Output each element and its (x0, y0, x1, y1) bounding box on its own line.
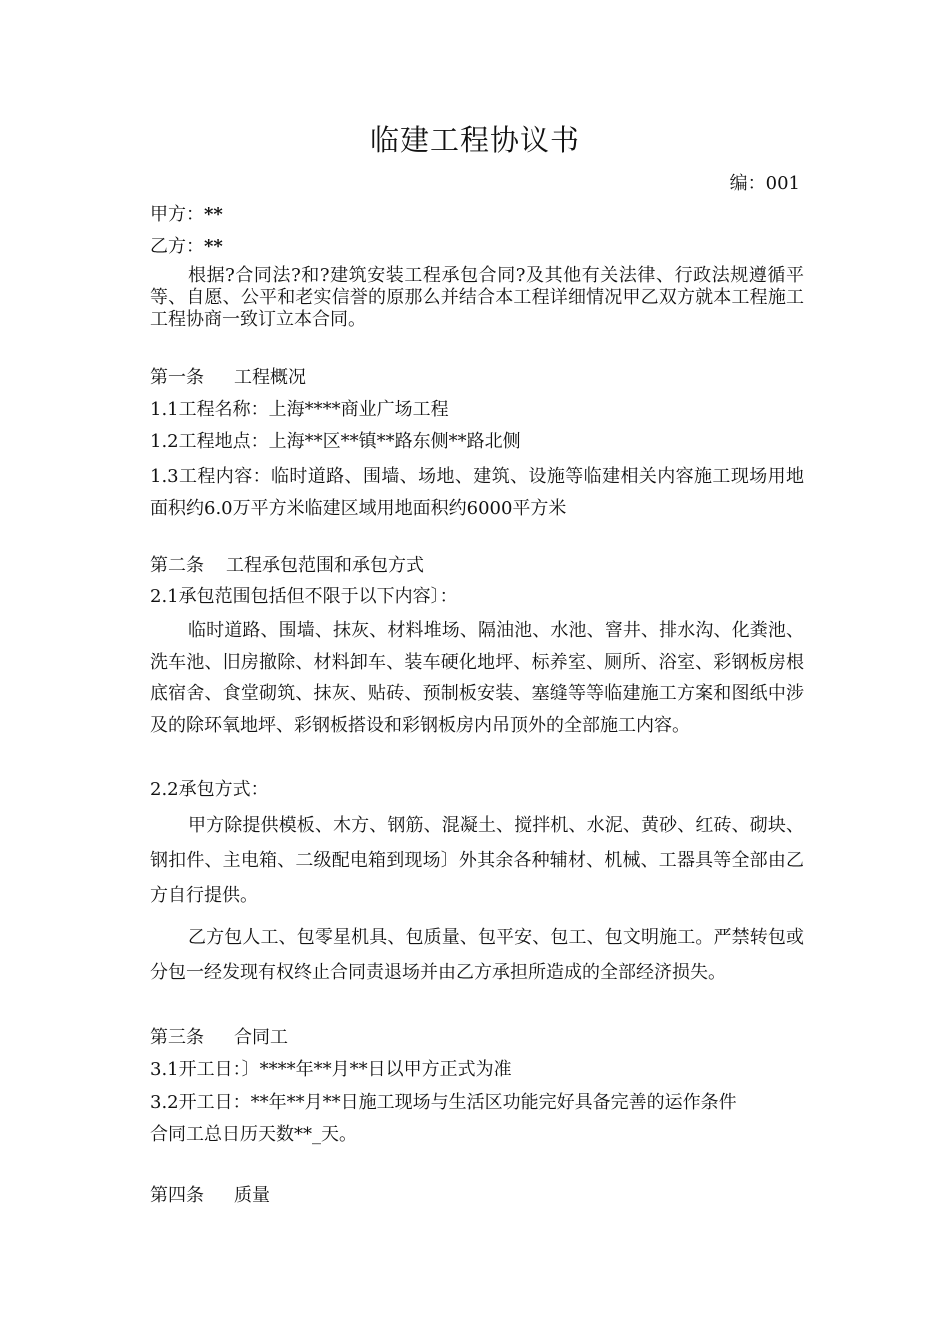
party-a-label: 甲方： (150, 204, 204, 225)
article-4-heading (150, 1184, 270, 1208)
article-4-title: 质量 (234, 1185, 270, 1206)
document-title: 临建工程协议书 (369, 123, 580, 157)
article-3-heading (150, 1026, 288, 1050)
article-3-number: 第三条 (150, 1027, 204, 1048)
mode-text-1: 甲方除提供模板、木方、钢筋、混凝土、搅拌机、水泥、黄砂、红砖、砌块、钢扣件、主电箱、二级配电箱到现场〕外其余各种辅材、机械、工器具等全部由乙方自行提供。 (150, 815, 804, 906)
article-4-number: 第四条 (150, 1185, 204, 1206)
article-1-item: 1.2工程地点：上海**区**镇**路东侧**路北侧 (150, 431, 521, 452)
article-1-heading (150, 366, 306, 390)
party-a (150, 203, 223, 227)
article-2-heading (150, 554, 424, 578)
article-2-title: 工程承包范围和承包方式 (226, 555, 424, 576)
mode-heading: 2.2承包方式： (150, 779, 269, 800)
party-a-value: ** (204, 204, 223, 225)
serial-number: 编：001 (729, 173, 800, 194)
article-3-title: 合同工 (234, 1027, 288, 1048)
preamble: 根据?合同法?和?建筑安装工程承包合同?及其他有关法律、行政法规遵循平等、自愿、公平和老实信誉的原那么并结合本工程详细情况甲乙双方就本工程施工工程协商一致订立本合同。 (150, 265, 804, 330)
party-b (150, 235, 223, 259)
mode-text-2: 乙方包人工、包零星机具、包质量、包平安、包工、包文明施工。严禁转包或分包一经发现有权终止合同责退场并由乙方承担所造成的全部经济损失。 (150, 927, 804, 983)
article-1-item: 1.3工程内容：临时道路、围墙、场地、建筑、设施等临建相关内容施工现场用地面积约6.0万平方米临建区域用地面积约6000平方米 (150, 466, 804, 519)
article-2-number: 第二条 (150, 555, 204, 576)
article-3-item: 3.2开工日：**年**月**日施工现场与生活区功能完好具备完善的运作条件 (150, 1092, 737, 1113)
party-b-label: 乙方： (150, 236, 204, 257)
scope-text: 临时道路、围墙、抹灰、材料堆场、隔油池、水池、窨井、排水沟、化粪池、洗车池、旧房撤除、材料卸车、装车硬化地坪、标养室、厕所、浴室、彩钢板房根底宿舍、食堂砌筑、抹灰、贴砖、预制板安装、塞缝等等临建施工方案和图纸中涉及的除环氧地坪、彩钢板搭设和彩钢板房内吊顶外的全部施工内容。 (150, 620, 804, 736)
article-3-item: 合同工总日历天数**_天。 (150, 1124, 357, 1145)
party-b-value: ** (204, 236, 223, 257)
scope-heading: 2.1承包范围包括但不限于以下内容〕： (150, 586, 458, 607)
article-1-title: 工程概况 (234, 367, 306, 388)
article-3-item: 3.1开工日：〕****年**月**日以甲方正式为准 (150, 1059, 512, 1080)
article-1-item: 1.1工程名称：上海****商业广场工程 (150, 399, 449, 420)
article-1-number: 第一条 (150, 367, 204, 388)
